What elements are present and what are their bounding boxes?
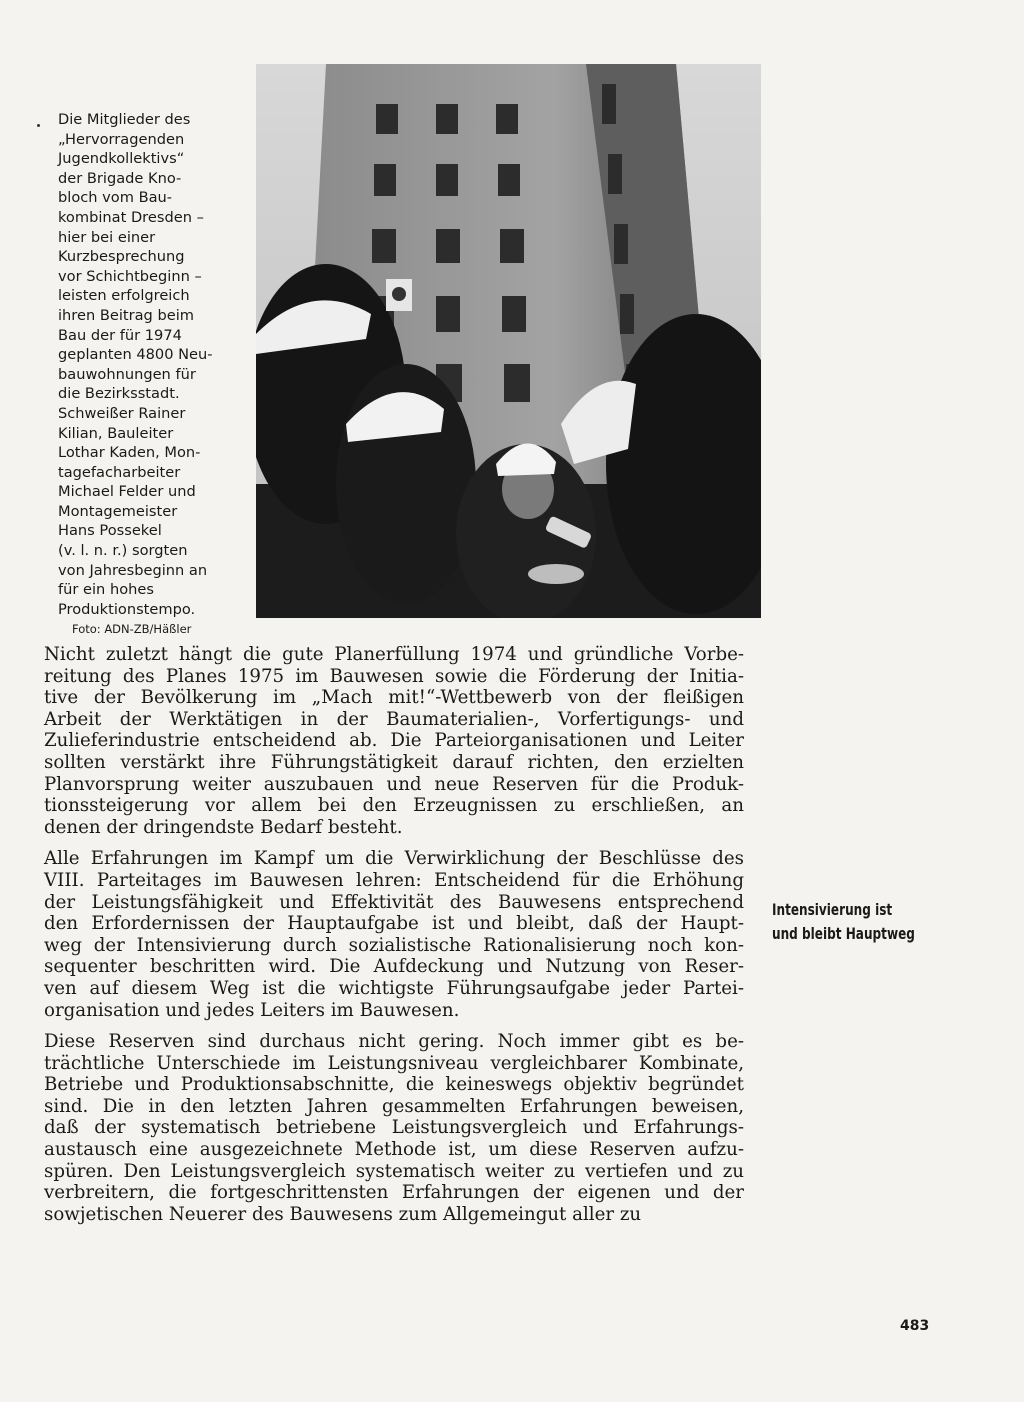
caption-line: von Jahresbeginn an [58,561,208,579]
text-line: Diese Reserven sind durchaus nicht gering. Noch immer gibt es be- [44,1031,744,1053]
caption-line: bauwohnungen für [58,365,196,383]
text-line: denen der dringendste Bedarf besteht. [44,816,403,838]
text-line: Alle Erfahrungen im Kampf um die Verwirklichung der Beschlüsse des [44,848,744,870]
body-text [44,644,744,1235]
text-line: spüren. Den Leistungsvergleich systematisch weiter zu vertiefen und zu [44,1160,744,1182]
caption-line: Die Mitglieder des [58,111,191,128]
text-line: der Leistungsfähigkeit und Effektivität des Bauwesens entsprechend [44,891,744,913]
caption-line: (v. l. n. r.) sorgten [58,542,188,560]
caption-line: Montagemeister [58,502,178,520]
caption-line: Produktionstempo. [58,600,196,618]
text-line: sowjetischen Neuerer des Bauwesens zum Allgemeingut aller zu [44,1203,642,1225]
paragraph [44,644,744,838]
text-line: tionssteigerung vor allem bei den Erzeugnissen zu erschließen, an [44,795,744,817]
caption-line: hier bei einer [58,228,156,246]
caption-line: Kurzbesprechung [58,248,185,266]
caption-line: vor Schichtbeginn – [58,267,202,285]
text-line: verbreitern, die fortgeschrittensten Erfahrungen der eigenen und der [44,1182,744,1204]
photo-illustration [256,64,761,618]
caption-line: tagefacharbeiter [58,463,181,481]
paragraph [44,848,744,1021]
caption-line: für ein hohes [58,581,154,599]
caption-line: der Brigade Kno- [58,169,182,187]
caption-line: ihren Beitrag beim [58,306,194,324]
caption-line: die Bezirksstadt. [58,385,180,403]
caption-line: Schweißer Rainer [58,404,186,422]
caption-line: Michael Felder und [58,483,196,501]
paragraph [44,1031,744,1225]
text-line: trächtliche Unterschiede im Leistungsniveau vergleichbarer Kombinate, [44,1052,744,1074]
text-line: Nicht zuletzt hängt die gute Planerfüllung 1974 und gründliche Vorbe- [44,644,744,665]
text-line: VIII. Parteitages im Bauwesen lehren: Entscheidend für die Erhöhung [44,869,744,891]
text-line: weg der Intensivierung durch sozialistische Rationalisierung noch kon- [44,934,744,956]
caption-line: Hans Possekel [58,522,162,540]
bullet-mark [37,124,40,127]
text-line: Arbeit der Werktätigen in der Baumaterialien-, Vorfertigungs- und [44,708,744,730]
caption-line: leisten erfolgreich [58,287,190,305]
text-line: organisation und jedes Leiters im Bauwesen. [44,999,460,1021]
text-line: sequenter beschritten wird. Die Aufdeckung und Nutzung von Reser- [44,956,744,978]
text-line: tive der Bevölkerung im „Mach mit!“-Wettbewerb von der fleißigen [44,687,744,709]
photo-construction-workers [256,64,761,618]
text-line: austausch eine ausgezeichnete Methode ist, um diese Reserven aufzu- [44,1139,744,1161]
marginal-line: Intensivierung ist [772,901,893,919]
text-line: ven auf diesem Weg ist die wichtigste Führungsaufgabe jeder Partei- [44,977,744,999]
caption-line: bloch vom Bau- [58,189,173,207]
caption-line: kombinat Dresden – [58,208,204,226]
caption-line: Bau der für 1974 [58,326,182,344]
caption-line: Jugendkollektivs“ [58,150,185,168]
text-line: Betriebe und Produktionsabschnitte, die keineswegs objektiv begründet [44,1074,744,1096]
text-line: Planvorsprung weiter auszubauen und neue Reserven für die Produk- [44,773,744,795]
photo-credit: Foto: ADN-ZB/Häßler [72,622,192,637]
caption-line: Kilian, Bauleiter [58,424,174,442]
marginal-heading [772,898,961,946]
photo-caption [58,110,238,637]
marginal-line: und bleibt Hauptweg [772,925,915,943]
text-line: sollten verstärkt ihre Führungstätigkeit darauf richten, den erzielten [44,751,744,773]
caption-line: „Hervorragenden [58,130,185,148]
text-line: sind. Die in den letzten Jahren gesammelten Erfahrungen beweisen, [44,1095,744,1117]
caption-line: Lothar Kaden, Mon- [58,444,201,462]
text-line: Zulieferindustrie entscheidend ab. Die Parteiorganisationen und Leiter [44,730,744,752]
text-line: reitung des Planes 1975 im Bauwesen sowie die Förderung der Initia- [44,665,744,687]
text-line: daß der systematisch betriebene Leistungsvergleich und Erfahrungs- [44,1117,744,1139]
page-number: 483 [900,1318,930,1334]
caption-line: geplanten 4800 Neu- [58,346,213,364]
text-line: den Erfordernissen der Hauptaufgabe ist und bleibt, daß der Haupt- [44,913,744,935]
